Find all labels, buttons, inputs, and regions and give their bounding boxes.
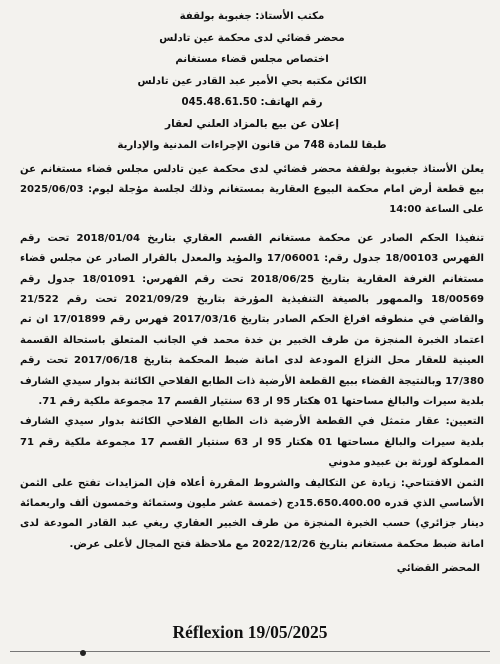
footer-caption: Réflexion 19/05/2025 xyxy=(172,622,328,642)
legal-basis: طبقا للمادة 748 من قانون الإجراءات المدنية والإدارية xyxy=(117,140,387,151)
jurisdiction-line: اختصاص مجلس قضاء مستغانم xyxy=(175,54,329,65)
office-line: مكتب الأستاذ: جغبوبة بولقفة xyxy=(179,11,325,22)
execution-paragraph: تنفيذا الحكم الصادر عن محكمة مستغانم القسم العقاري بتاريخ 2018/01/04 تحت رقم الفهرس 18/00103 جدول رقم: 17/06001 والمؤيد والمعدل بالقرار الصادر عن مجلس قضاء مستغانم الغرفة العقارية بتاريخ 2018/06/25 تحت رقم الفهرس: 18/01091 جدول رقم 18/00569 والممهور بالصيغة التنفيذية المؤرخة بتاريخ 2021/09/29 تحت رقم 21/522 والقاضي في منطوقه افراغ الحكم الصادر بتاريخ 2017/03/16 فهرس رقم 17/01899 ان تم اعتماد الخبرة المنجزة من طرف الخبير بن خدة محمد في الجانب المتعلق باستحالة القسمة العينية للعقار محل النزاع المودعة لدى امانة ضبط المحكمة بتاريخ 2017/06/18 تحت رقم 17/380 وبالنتيجة القضاء ببيع القطعة الأرضية ذات الطابع الفلاحي الكائنة بدوار سيدي الشارف بلدية سيرات والبالغ مساحتها 01 هكتار 95 ار 63 سنتيار القسم 17 مجموعة ملكية رقم 71. xyxy=(20,232,485,407)
intro-paragraph: يعلن الأستاذ جغبوبة بولقفة محضر قضائي لدى محكمة عين تادلس مجلس قضاء مستغانم عن بيع قطعة أرض امام محكمة البيوع العقارية بمستغانم وذلك لجلسة مؤجلة ليوم: 2025/06/03 على الساعة 14:00 xyxy=(20,163,484,216)
notice-title: إعلان عن بيع بالمزاد العلني لعقار xyxy=(164,117,339,130)
price-paragraph: الثمن الافتتاحي: زيادة عن التكاليف والشروط المقررة أعلاه فإن المزايدات تفتح على الثمن الأساسي الذي قدره 15.650.400.00دج (خمسة عشر مليون وستمائة وخمسون ألف واربعمائة دينار جزائري) حسب الخبرة المنجزة من طرف الخبير العقاري ريغي عبد القادر المودعة لدى امانة ضبط محكمة مستغانم بتاريخ 2022/12/26 مع ملاحظة فتح المجال لأعلى عرض. xyxy=(20,477,484,550)
notice-header xyxy=(20,6,484,157)
notice-body xyxy=(20,160,484,556)
phone-line: رقم الهاتف: 045.48.61.50 xyxy=(181,97,323,108)
designation-paragraph: التعيين: عقار متمثل في القطعة الأرضية ذات الطابع الفلاحي الكائنة بدوار سيدي الشارف بلدية سيرات والبالغ مساحتها 01 هكتار 95 ار 63 سنتيار القسم 17 مجموعة ملكية رقم 71 المملوكة لورثة بن عبيدو مدوني xyxy=(20,416,484,469)
ink-dot xyxy=(80,650,86,656)
address-line: الكائن مكتبه بحي الأمير عبد القادر عين تادلس xyxy=(137,75,367,87)
bailiff-title: محضر قضائي لدى محكمة عين تادلس xyxy=(159,32,345,44)
signature-line: المحضر القضائي xyxy=(396,563,480,575)
